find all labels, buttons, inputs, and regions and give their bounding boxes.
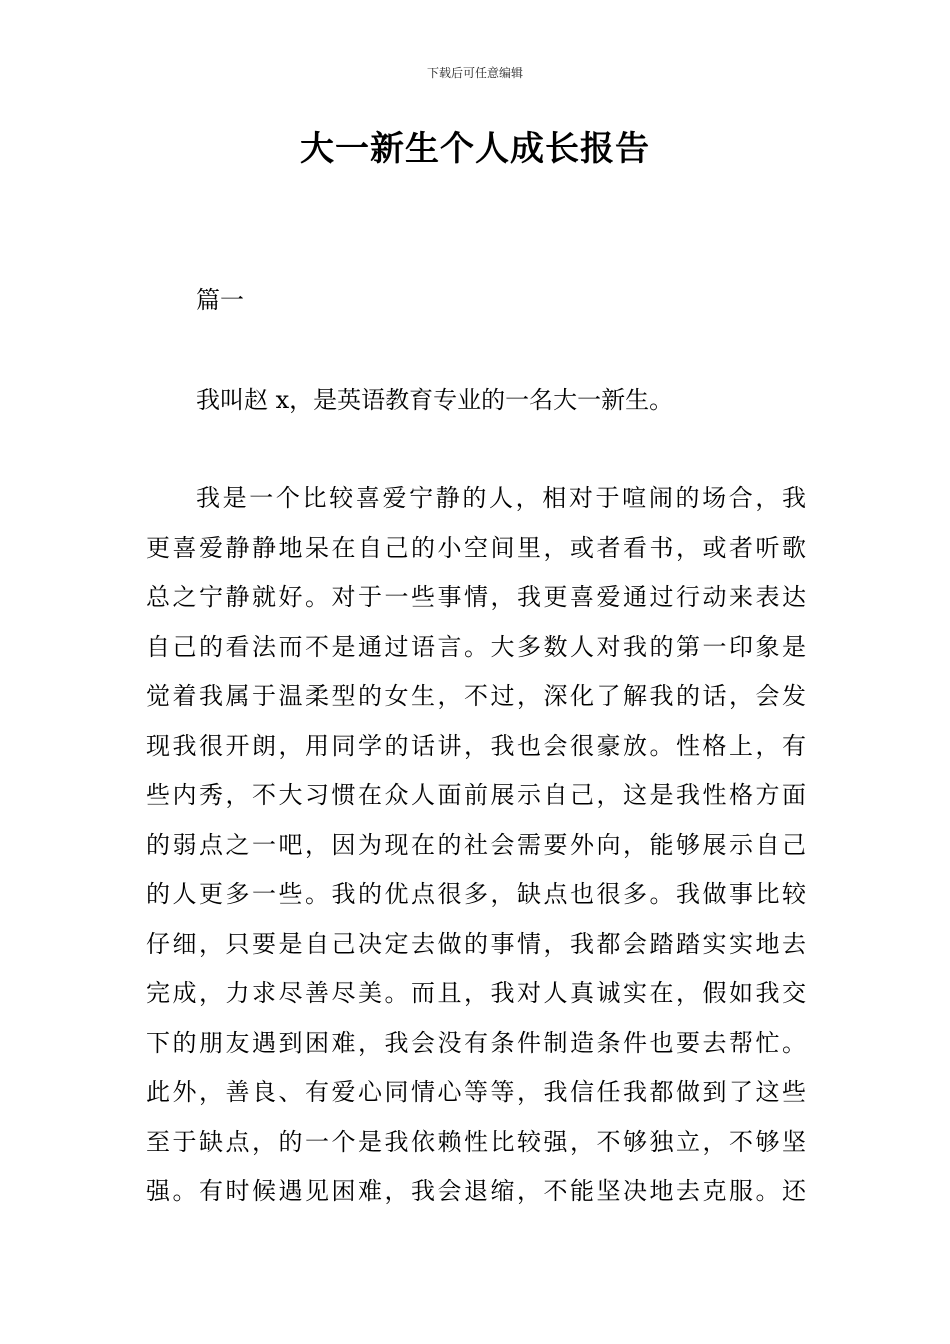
- paragraph-line: 现我很开朗，用同学的话讲，我也会很豪放。性格上，有: [146, 731, 806, 760]
- paragraph-line: 总之宁静就好。对于一些事情，我更喜爱通过行动来表达: [146, 583, 806, 611]
- paragraph-line: 仔细，只要是自己决定去做的事情，我都会踏踏实实地去: [146, 929, 806, 958]
- section-heading: 篇一: [196, 286, 244, 314]
- paragraph-line: 下的朋友遇到困难，我会没有条件制造条件也要去帮忙。: [146, 1028, 806, 1057]
- paragraph-line: 此外，善良、有爱心同情心等等，我信任我都做到了这些: [146, 1078, 806, 1106]
- paragraph-line: 觉着我属于温柔型的女生，不过，深化了解我的话，会发: [146, 682, 806, 710]
- paragraph-line: 的人更多一些。我的优点很多，缺点也很多。我做事比较: [146, 880, 806, 908]
- paragraph-line: 强。有时候遇见困难，我会退缩，不能坚决地去克服。还: [146, 1177, 806, 1205]
- document-title: 大一新生个人成长报告: [300, 129, 650, 169]
- paragraph-line: 些内秀，不大习惯在众人面前展示自己，这是我性格方面: [146, 781, 806, 809]
- page-header-note: 下载后可任意编辑: [426, 66, 523, 80]
- paragraph-line: 完成，力求尽善尽美。而且，我对人真诚实在，假如我交: [146, 979, 806, 1007]
- paragraph-line: 自己的看法而不是通过语言。大多数人对我的第一印象是: [146, 632, 806, 661]
- paragraph-line: 至于缺点，的一个是我依赖性比较强，不够独立，不够坚: [146, 1127, 806, 1156]
- paragraph-line: 我是一个比较喜爱宁静的人，相对于喧闹的场合，我: [196, 484, 806, 512]
- paragraph-line: 的弱点之一吧，因为现在的社会需要外向，能够展示自己: [146, 830, 806, 859]
- body-paragraph: [146, 478, 806, 1221]
- paragraph-line: 更喜爱静静地呆在自己的小空间里，或者看书，或者听歌: [146, 533, 806, 562]
- intro-paragraph: 我叫赵 x，是英语教育专业的一名大一新生。: [196, 386, 674, 414]
